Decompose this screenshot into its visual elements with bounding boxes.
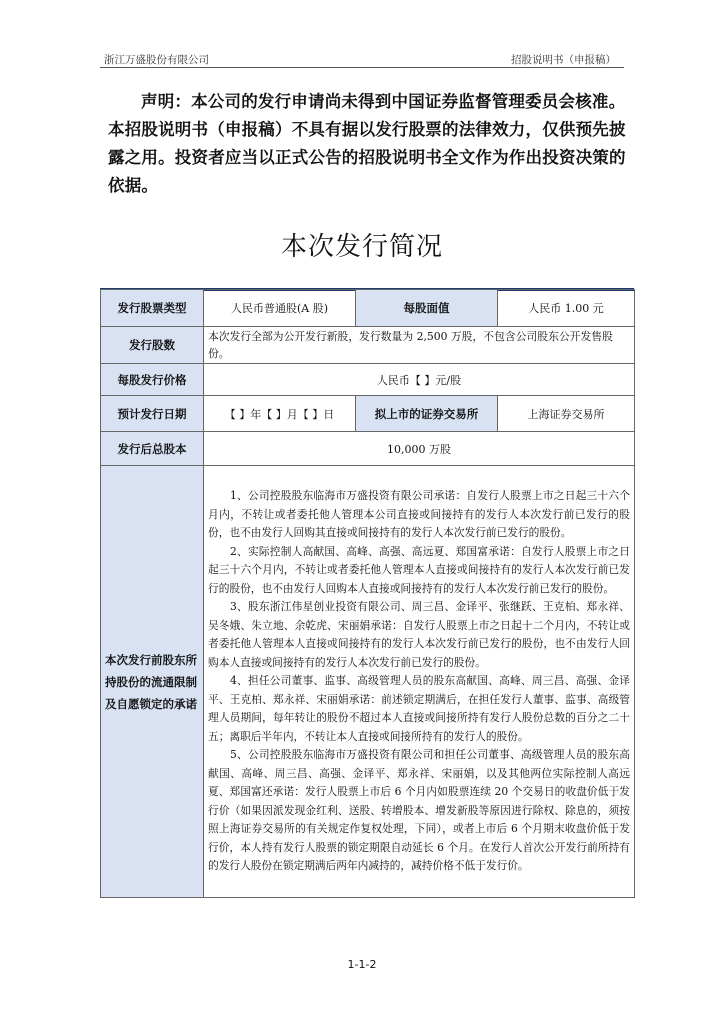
disclaimer-statement <box>108 88 628 200</box>
table-row <box>101 396 635 432</box>
lockup-label: 本次发行前股东所持股份的流通限制及自愿锁定的承诺 <box>101 466 204 898</box>
table-row <box>101 364 635 396</box>
shares-label: 发行股数 <box>101 327 204 364</box>
commitment-4: 4、担任公司董事、监事、高级管理人员的股东高献国、高峰、周三昌、高强、金译平、王克柏、郑永祥、宋丽娟承诺：前述锁定期满后，在担任发行人董事、监事、高级管理人员期间，每年转让的股份不超过本人直接或间接所持有发行人股份总数的百分之二十五；离职后半年内，不转让本人直接或间接所持有的发行人的股份。 <box>208 674 630 743</box>
table-row <box>101 290 635 327</box>
page-number: 1-1-2 <box>347 958 377 971</box>
shares-value: 本次发行全部为公开发行新股，发行数量为 2,500 万股，不包含公司股东公开发售股份。 <box>204 327 635 364</box>
price-value: 人民币【 】元/股 <box>204 364 635 396</box>
table-row <box>101 466 635 898</box>
commitment-3: 3、股东浙江伟星创业投资有限公司、周三昌、金译平、张继跃、王克柏、郑永祥、吴冬娥、朱立地、余乾虎、宋丽娟承诺：自发行人股票上市之日起十二个月内，不转让或者委托他人管理本人直接或间接持有的发行人本次发行前已发行的股份，也不由发行人回购本人直接或间接持有的发行人本次发行前已发行的股份。 <box>208 600 630 669</box>
header-company: 浙江万盛股份有限公司 <box>104 54 209 66</box>
total-capital-label: 发行后总股本 <box>101 432 204 466</box>
commitment-1: 1、公司控股股东临海市万盛投资有限公司承诺：自发行人股票上市之日起三十六个月内，不转让或者委托他人管理本公司直接或间接持有的发行人本次发行前已发行的股份，也不由发行人回购其直接或间接持有的发行人本次发行前已发行的股份。 <box>208 489 630 540</box>
par-value-value: 人民币 1.00 元 <box>498 290 635 327</box>
table-row <box>101 432 635 466</box>
page-title: 本次发行简况 <box>280 232 443 262</box>
price-label: 每股发行价格 <box>101 364 204 396</box>
total-capital-value: 10,000 万股 <box>204 432 635 466</box>
issuance-summary-table <box>100 289 635 898</box>
header-doc-type: 招股说明书（申报稿） <box>511 54 616 66</box>
page-header <box>100 50 624 68</box>
lockup-commitments <box>204 466 635 898</box>
date-value: 【 】年【 】月【 】日 <box>204 396 356 432</box>
date-label: 预计发行日期 <box>101 396 204 432</box>
stock-type-label: 发行股票类型 <box>101 290 204 327</box>
exchange-label: 拟上市的证券交易所 <box>356 396 498 432</box>
statement-text: 声明：本公司的发行申请尚未得到中国证券监督管理委员会核准。本招股说明书（申报稿）不具有据以发行股票的法律效力，仅供预先披露之用。投资者应当以正式公告的招股说明书全文作为作出投资决策的依据。 <box>108 92 626 195</box>
exchange-value: 上海证券交易所 <box>498 396 635 432</box>
stock-type-value: 人民币普通股(A 股) <box>204 290 356 327</box>
par-value-label: 每股面值 <box>356 290 498 327</box>
commitment-2: 2、实际控制人高献国、高峰、高强、高远夏、郑国富承诺：自发行人股票上市之日起三十六个月内，不转让或者委托他人管理本人直接或间接持有的发行人本次发行前已发行的股份，也不由发行人回购本人直接或间接持有的发行人本次发行前已发行的股份。 <box>208 544 630 595</box>
table-row <box>101 327 635 364</box>
commitment-5: 5、公司控股股东临海市万盛投资有限公司和担任公司董事、高级管理人员的股东高献国、高峰、周三昌、高强、金译平、郑永祥、宋丽娟，以及其他两位实际控制人高远夏、郑国富还承诺：发行人股票上市后 6 个月内如股票连续 20 个交易日的收盘价低于发行价（如果因派发现金红利、送股、转增股本、增发新股等原因进行除权、除息的，须按照上海证券交易所的有关规定作复权处理，下同），或者上市后 6 个月期末收盘价低于发行价，本人持有发行人股票的锁定期限自动延长 6 个月。在发行人首次公开发行前所持有的发行人股份在锁定期满后两年内减持的，减持价格不低于发行价。 <box>208 748 630 873</box>
